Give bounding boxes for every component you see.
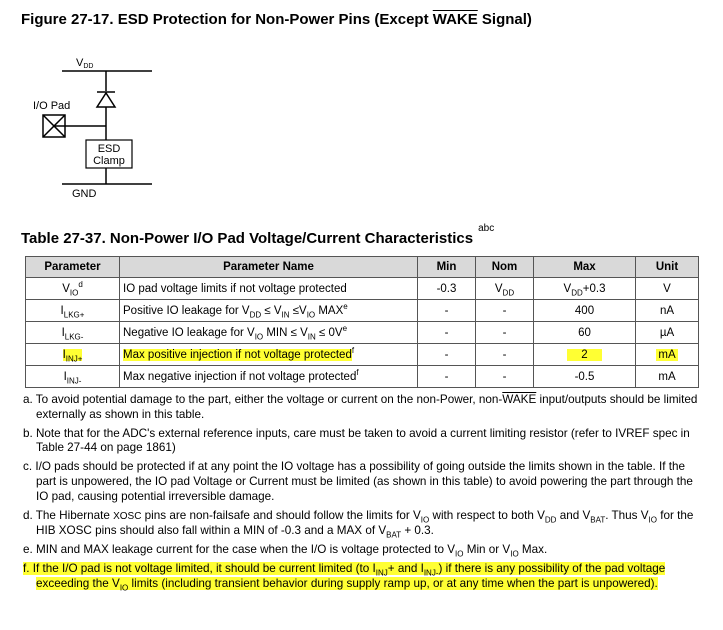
unit-cell: nA [636, 300, 699, 322]
min-cell: - [418, 322, 476, 344]
nom-cell: - [476, 300, 534, 322]
table-row [26, 366, 699, 388]
min-cell: - [418, 300, 476, 322]
name-cell: Negative IO leakage for $V_{IO}$ MIN ≤ $V_{IN} \le 0V^e$ [120, 322, 418, 344]
max-cell: 60 [534, 322, 636, 344]
min-cell: -0.3 [418, 278, 476, 300]
param-cell: $I_{INJ-}$ [26, 366, 120, 388]
clamp-label: Clamp [93, 155, 125, 167]
table-header-row [26, 257, 699, 278]
col-header: Min [418, 257, 476, 278]
name-cell: IO pad voltage limits if not voltage protected [120, 278, 418, 300]
footnote-a: a. To avoid potential damage to the part, either the voltage or current on the non-Power, non-WAKE input/outputs should be limited externally as shown in this table. [23, 393, 698, 421]
param-cell: $I_{LKG-}$ [26, 322, 120, 344]
characteristics-table [25, 256, 699, 388]
figure-title: Figure 27-17. ESD Protection for Non-Power Pins (Except WAKE Signal) [21, 11, 532, 28]
table-row [26, 278, 699, 300]
footnotes [23, 393, 703, 596]
footnote-b: b. Note that for the ADC's external reference inputs, care must be taken to avoid a current limiting resistor (refer to IVREF spec in Table 27-44 on page 1861) [23, 426, 690, 455]
io-pad-label: I/O Pad [33, 100, 71, 112]
table-row [26, 322, 699, 344]
footnote-d: d. The Hibernate XOSC pins are non-failsafe and should follow the limits for $V_{IO}$ with respect to both $V_{DD}$ and $V_{BAT}$. Thus $V_{IO}$ for the HIB XOSC pins should also fall within a MIN of -0.3 and a MAX of $V_{BAT} + 0.3$. [23, 508, 694, 540]
unit-cell: mA [636, 344, 699, 366]
name-cell: Max positive injection if not voltage protected$^f$ [120, 344, 418, 366]
param-cell: $I_{LKG+}$ [26, 300, 120, 322]
max-cell: 400 [534, 300, 636, 322]
footnote-e: e. MIN and MAX leakage current for the case when the I/O is voltage protected to $V_{IO}$ Min or $V_{IO}$ Max. [23, 543, 548, 559]
min-cell: - [418, 344, 476, 366]
nom-cell: - [476, 366, 534, 388]
name-cell: Max negative injection if not voltage protected$^f$ [120, 366, 418, 388]
unit-cell: mA [636, 366, 699, 388]
vdd-label: VDD [76, 57, 94, 70]
max-cell: $V_{DD}+0.3$ [534, 278, 636, 300]
table-row [26, 300, 699, 322]
col-header: Unit [636, 257, 699, 278]
nom-cell: $V_{DD}$ [476, 278, 534, 300]
unit-cell: µA [636, 322, 699, 344]
max-cell: 2 [534, 344, 636, 366]
nom-cell: - [476, 344, 534, 366]
max-cell: -0.5 [534, 366, 636, 388]
col-header: Max [534, 257, 636, 278]
min-cell: - [418, 366, 476, 388]
diode-icon [97, 93, 115, 107]
col-header: Nom [476, 257, 534, 278]
esd-label: ESD [97, 143, 121, 155]
nom-cell: - [476, 322, 534, 344]
gnd-label: GND [72, 188, 97, 200]
table-row [26, 344, 699, 366]
param-cell: $I_{INJ+}$ [26, 344, 120, 366]
name-cell: Positive IO leakage for $V_{DD} \le V_{IN} \le V_{IO}$ MAX$^e$ [120, 300, 418, 322]
footnote-f: f. If the I/O pad is not voltage limited, it should be current limited (to $I_{INJ}+$ and $I_{INJ-}$) if there is any possibility of the pad voltage exceeding the $V_{IO}$ limits (including transient behavior during supply ramp up, or at any time when the part is unpowered). [23, 561, 666, 593]
col-header: Parameter [26, 257, 120, 278]
footnote-c: c. I/O pads should be protected if at any point the IO voltage has a possibility of going outside the limits shown in the table. If the part is unpowered, the IO pad Voltage or Current must be limited (as shown in this table) to avoid powering the part through the IO pad, causing potential irreversible damage. [23, 460, 693, 503]
col-header: Parameter Name [120, 257, 418, 278]
unit-cell: V [636, 278, 699, 300]
esd-diagram [0, 45, 200, 205]
table-title: Table 27-37. Non-Power I/O Pad Voltage/Current Characteristics$^{abc}$ [21, 223, 495, 247]
param-cell: $V_{IO}^d$ [26, 278, 120, 300]
